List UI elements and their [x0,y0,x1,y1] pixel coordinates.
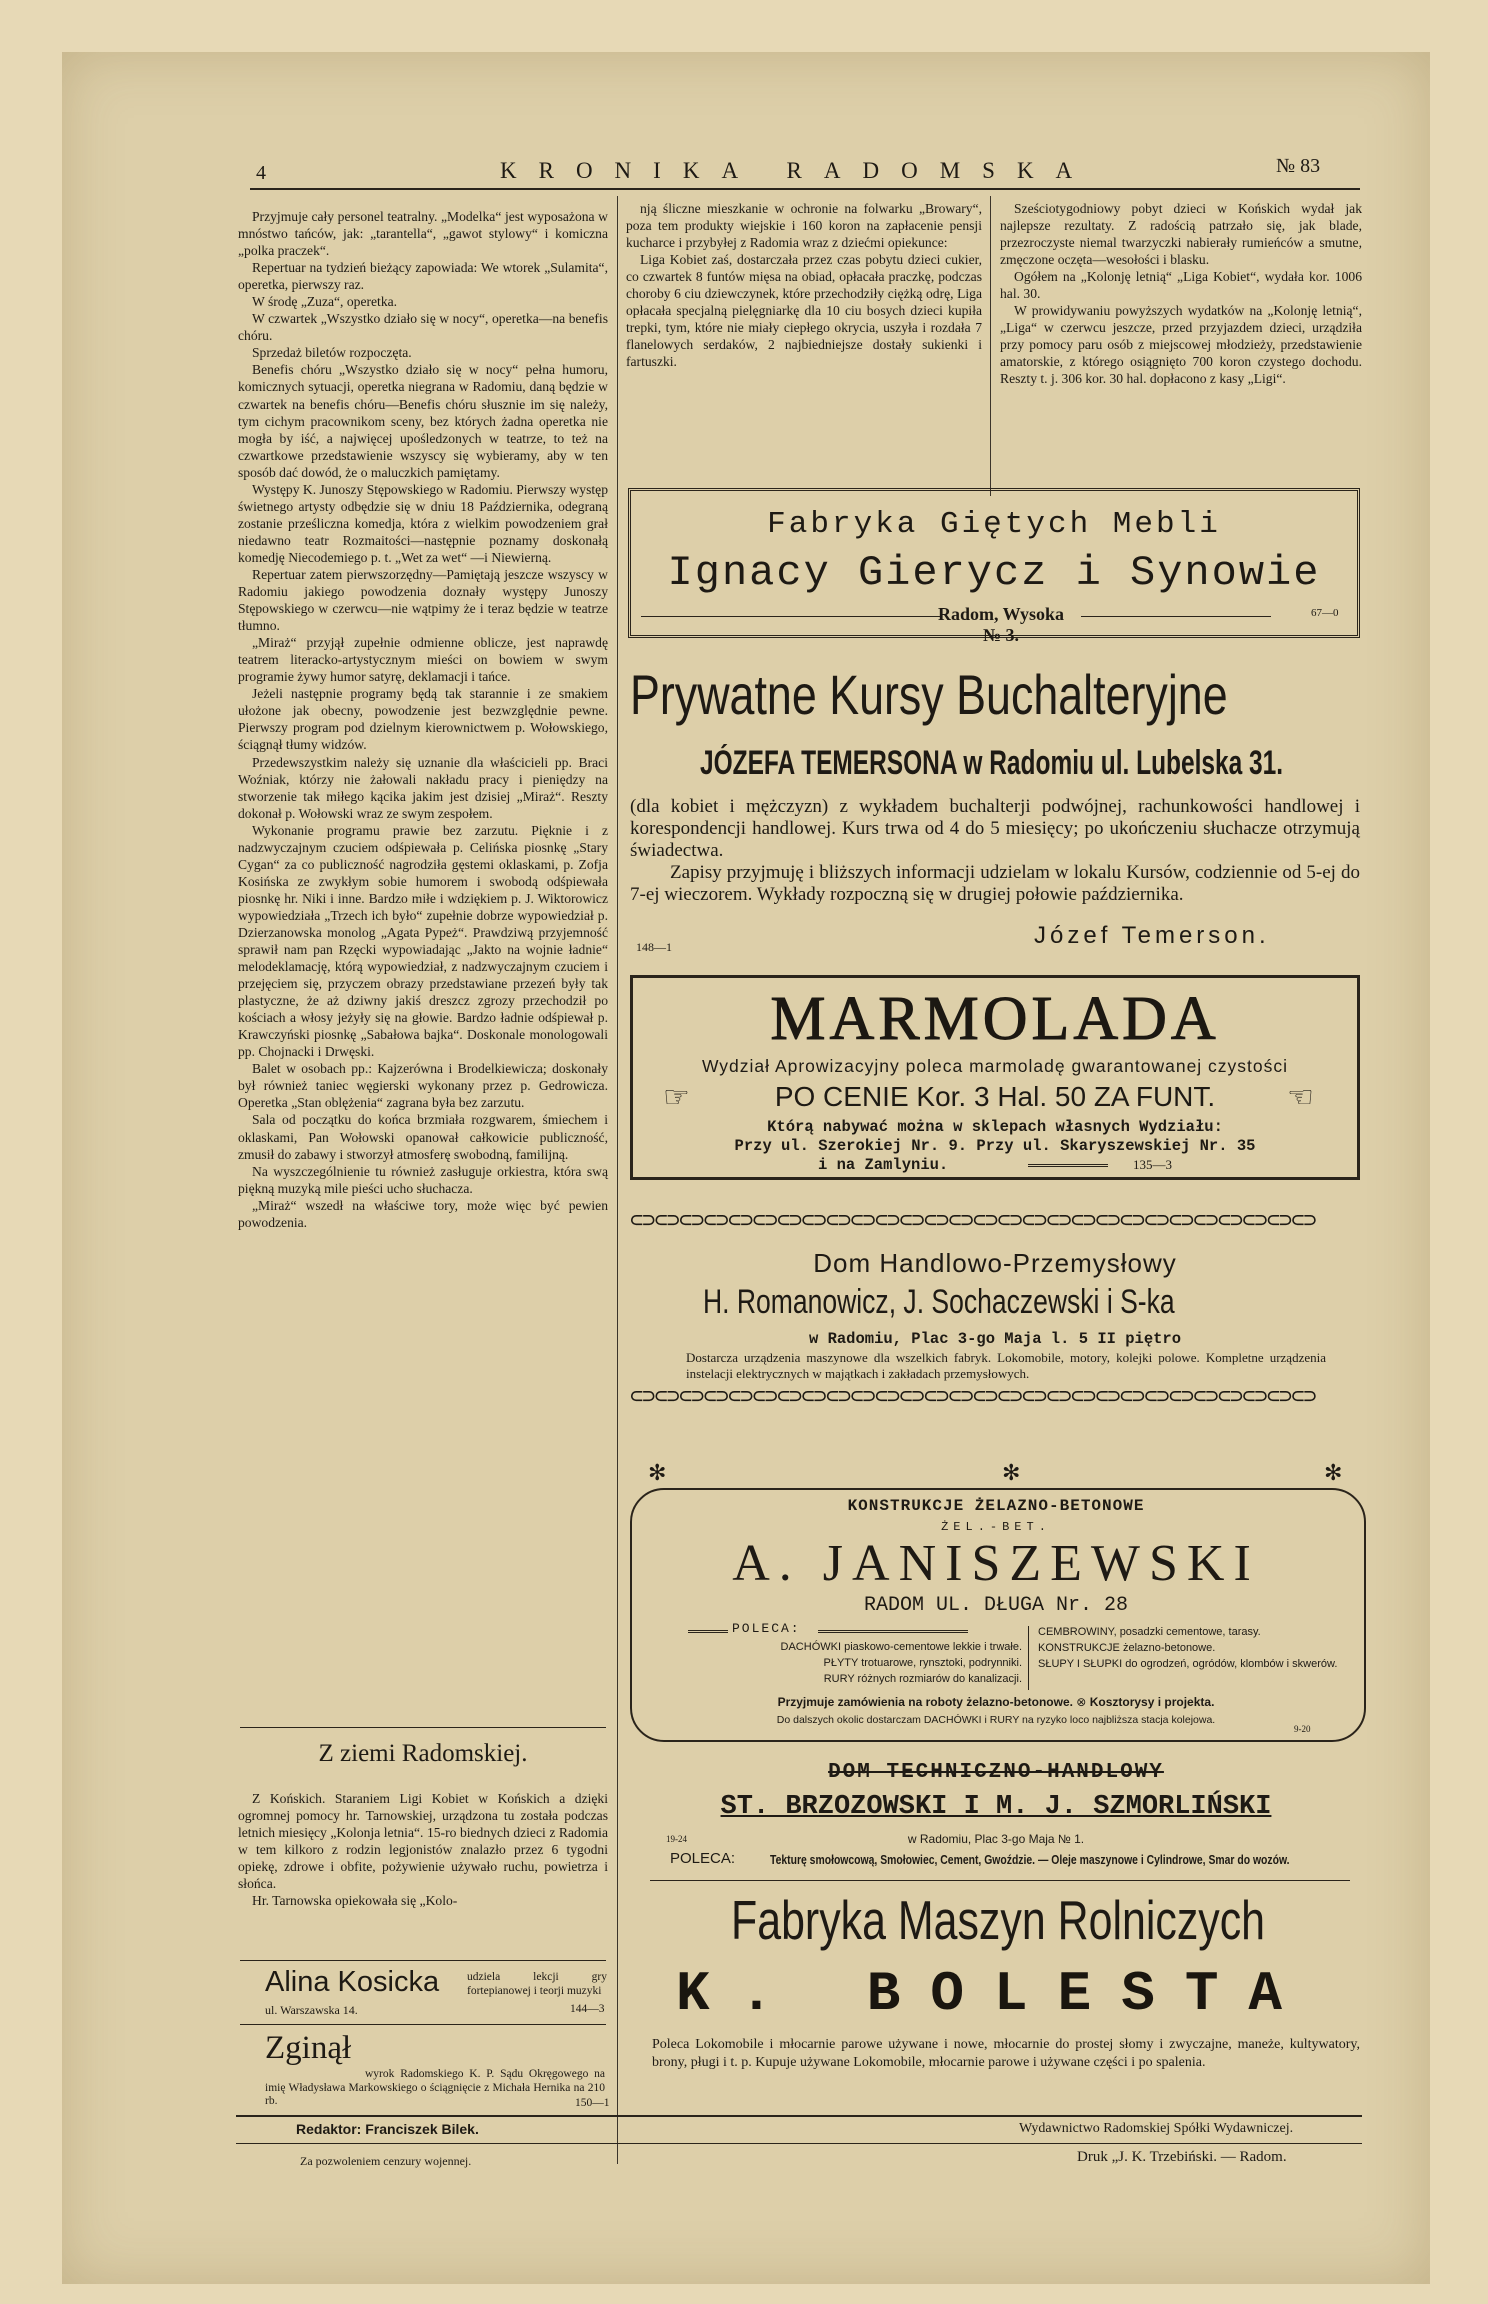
section-title: Z ziemi Radomskiej. [318,1740,528,1767]
footer-rule [236,2143,1362,2144]
ad-meble-ref: 67—0 [1311,607,1339,619]
paragraph: Jeżeli następnie programy będą tak starannie i ze smakiem ułożone jak obecny, powodzenie jest bezwzględnie pewne. Pierwszy program pod dzielnym kierownictwem p. Wołowskiego, ściągnął tłumy widzów. [238,686,608,753]
paragraph: Balet w osobach pp.: Kajzerówna i Brodelkiewicza; doskonały był również taniec węgierski wykonany przez p. Gedrowicza. Operetka „Stan oblężenia“ zagrana była bez zarzutu. [238,1061,608,1111]
ad-bolesta-name: K. BOLESTA [675,1962,1313,2026]
paragraph: Sprzedaż biletów rozpoczęta. [252,345,412,361]
masthead-title: KRONIKA RADOMSKA [500,158,1095,183]
paragraph: Z Końskich. Staraniem Ligi Kobiet w Końskich a dzięki ogromnej pomocy hr. Tarnowskiej, urządzona tu została podczas letnich miesięcy „Kolonja letnia“. 15-ro biednych dzieci z Radomia w tem kilkoro z rodzin legjonistów znalazło przez 6 tygodni opiekę, zdrowe i obfite, pożywienie używało ruchu, powietrza i słońca. [238,1791,608,1892]
column-rule-left [617,196,618,2164]
list-item: RURY różnych rozmiarów do kanalizacji. [823,1673,1022,1685]
paragraph: Sześciotygodniowy pobyt dzieci w Końskich wydał jak najlepsze rezultaty. Z radością patrzało się, jak blade, przezroczyste niemal twarzyczki nabierały rumieńców a smutne, zmęczone oczęta—wesołości i blasku. [1000,201,1362,268]
rule [650,1880,1350,1881]
ad-brzozowski-line3: w Radomiu, Plac 3-go Maja № 1. [907,1832,1085,1846]
ad-marmolada-line1: Wydział Aprowizacyjny poleca marmoladę gwarantowanej czystości [701,1056,1289,1076]
paragraph: Liga Kobiet zaś, dostarczała przez czas pobytu dzieci cukier, co czwartek 8 funtów mięsa na obiad, opłacała praczkę, podczas choroby 6 ciu dziewczynek, które przechodziły ciężką odrę, Liga opłacała specjalną pielęgniarkę dla 10 ciu bosych dzieci kupiła trepki, tym, które nie miały ciepłego okrycia, uszyła i rozdała 7 flanelowych serdaków, 2 najbiedniejsze dostały sukienki i fartuszki. [626,252,982,370]
ad-bolesta-line1: Fabryka Maszyn Rolniczych [731,1889,1266,1951]
ad-kosicka-address: ul. Warszawska 14. [265,2003,358,2017]
section-rule [240,1727,606,1728]
paragraph: Repertuar zatem pierwszorzędny—Pamiętają jeszcze wszyscy w Radomiu jakiego powodzenia doznały występy Junoszy Stępowskiego w czerwcu—nie wątpimy że i teraz będzie w teatrze tłumno. [238,566,608,634]
left-column-article [238,208,608,1231]
ad-meble-address: Radom, Wysoka № 3. [937,604,1065,645]
ad-janiszewski-line2: ŻEL.-BET. [941,1520,1051,1534]
ad-zginal-title: Zginął [265,2030,352,2066]
list-item: SŁUPY I SŁUPKI do ogrodzeń, ogródów, klombów i skwerów. [1038,1658,1338,1670]
paragraph: Hr. Tarnowska opiekowała się „Kolo- [252,1893,458,1909]
ad-kosicka-name: Alina Kosicka [265,1966,440,1998]
pointing-hand-right-icon: ☞ [663,1081,690,1114]
list-item: CEMBROWINY, posadzki cementowe, tarasy. [1038,1626,1261,1638]
ad-kursy-ref: 148—1 [636,940,672,954]
paragraph: Wykonanie programu prawie bez zarzutu. Pięknie i z nadzwyczajnym czuciem odśpiewała p. Celińska piosnkę „Stary Cygan“ za co publiczność nagrodziła gęstemi oklaskami, p. Zofja Kosińska ze zwykłym sobie humorem i swobodą odśpiewała piosnkę hr. Niki i inne. Bardzo miłe i wdziękiem p. J. Wiktorowicz wypowiedziała „Trzech ich było“ zupełnie dobrze wypowiedział p. Dzierzanowska monolog „Agata Pypeż“. Prawdziwą przyjemność sprawił nam pan Rzęcki wypowiadając „Jakto na wojnie ładnie“ melodeklamację, którą wypowiedział, z nadzwyczajnym czuciem i przejęciem się, przyczem obrazy przedstawiane przezeń były tak plastyczne, że aż dziwny jakiś dreszcz zgrozy przechodził po kościach a włosy jeżyły się na głowie. Bardzo ładnie odśpiewał p. Krawczyński piosnkę „Sabałowa bajka“. Doskonale monologowali pp. Chojnacki i Drwęski. [238,822,608,1060]
ad-janiszewski-line6 [632,1695,1360,1709]
rule [818,1630,968,1633]
ad-dom-line3: w Radomiu, Plac 3-go Maja l. 5 II piętro [808,1330,1182,1348]
ad-janiszewski-line1: KONSTRUKCJE ŻELAZNO-BETONOWE [847,1497,1145,1515]
ad-meble-rule [641,616,941,617]
ad-meble-line2: Ignacy Gierycz i Synowie [667,549,1321,597]
right-column-article [1000,200,1362,388]
ad-marmolada-rule [1028,1164,1108,1167]
ad-janiszewski-line7: Do dalszych okolic dostarczam DACHÓWKI i RURY na ryzyko loco najbliższa stacja kolejowa. [776,1714,1216,1726]
ad-janiszewski-line6-a: Przyjmuje zamówienia na roboty żelazno-betonowe. [777,1695,1073,1709]
ad-janiszewski-ref: 9-20 [1294,1724,1311,1734]
paragraph: Występy K. Junoszy Stępowskiego w Radomiu. Pierwszy występ świetnego artysty odbędzie się w dniu 18 Października, odegraną zostanie prześliczna komedja, która z wielkim powodzeniem grał niedawno teatr Rozmaitości—następnie poznamy doskonałą komedję Niecodemiego p. t. „Wet za wet“ —i Niewierną. [238,481,608,565]
paragraph: nją śliczne mieszkanie w ochronie na folwarku „Browary“, poza tem produkty wiejskie i 160 koron na zapłacenie pensji kucharce i przybyłej z Radomia wraz z dziećmi opiekunce: [626,201,982,251]
ad-kursy-signature: Józef Temerson. [1034,922,1270,949]
paragraph: Przyjmuje cały personel teatralny. „Modelka“ jest wyposażona w mnóstwo tańców, jak: „tarantella“, „gawot stylowy“ i komiczna „polka praczek“. [238,209,608,259]
ad-janiszewski-line6-b: Kosztorysy i projekta. [1089,1695,1215,1709]
ad-brzozowski-goods: Tekturę smołowcową, Smołowiec, Cement, Gwoździe. — Oleje maszynowe i Cylindrowe, Smar do wozów. [770,1852,1290,1867]
header-rule [250,188,1360,190]
page-number: 4 [256,162,266,184]
footer-publisher: Wydawnictwo Radomskiej Spółki Wydawniczej. [1019,2121,1294,2136]
paragraph: „Miraż“ przyjął zupełnie odmienne oblicze, jest naprawdę teatrem literacko-artystycznym mieści on bowiem w swym programie żywy humor satyrę, deklamacji i tańce. [238,635,608,685]
ad-kosicka-ref: 144—3 [570,2003,605,2015]
footer-censor: Za pozwoleniem cenzury wojennej. [300,2154,472,2168]
paragraph: Ogółem na „Kolonję letnią“ „Liga Kobiet“, wydała kor. 1006 hal. 30. [1000,269,1362,302]
ad-janiszewski-right-list [1038,1624,1338,1672]
footer-printer: Druk „J. K. Trzebiński. — Radom. [1077,2149,1287,2165]
chain-border-bottom: ⊂⊃⊂⊃⊂⊃⊂⊃⊂⊃⊂⊃⊂⊃⊂⊃⊂⊃⊂⊃⊂⊃⊂⊃⊂⊃⊂⊃⊂⊃⊂⊃⊂⊃⊂⊃⊂⊃⊂⊃⊂⊃⊂⊃⊂⊃⊂⊃⊂⊃⊂⊃⊂⊃⊂⊃ [630,1384,1316,1409]
ad-kursy-subtitle: JÓZEFA TEMERSONA w Radomiu ul. Lubelska 31. [700,744,1284,782]
ad-dom-line2: H. Romanowicz, J. Sochaczewski i S-ka [703,1283,1175,1321]
ad-rule [240,1960,606,1961]
ad-janiszewski-poleca: POLECA: [732,1621,801,1636]
footer-editor: Redaktor: Franciszek Bilek. [296,2121,479,2137]
ad-brzozowski-line1: DOM TECHNICZNO-HANDLOWY [828,1761,1164,1784]
paragraph: W prowidywaniu powyższych wydatków na „Kolonję letnią“, „Liga“ w czerwcu jeszcze, przed przyjazdem dzieci, urządziła przy pomocy paru osób z miejscowej młodzieży, przedstawienie amatorskie, z którego osiągnięto 700 koron czystego dochodu. Reszty t. j. 306 kor. 30 hal. dopłacono z kasy „Ligi“. [1000,303,1362,387]
ad-brzozowski-box [630,1758,1362,1908]
paragraph: Benefis chóru „Wszystko działo się w nocy“ pełna humoru, komicznych sytuacji, operetka niegrana w Radomiu, daną będzie w czwartek na benefis chóru—Benefis chóru słusznie im się należy, tym cichym pracownikom sceny, bez których żadna operetka nie mogła by iść, a najwięcej upośledzonych w teatrze, to też na czwartkowe przedstawienie wszyscy się wybieramy, aby w ten sposób dać dowód, że o maluczkich pamiętamy. [238,362,608,480]
ad-kursy-body2: Zapisy przyjmuję i bliższych informacji udzielam w lokalu Kursów, codziennie od 5-ej do 7-ej wieczorem. Wykłady rozpoczną się w drugiej połowie października. [630,862,1360,905]
paragraph: W czwartek „Wszystko działo się w nocy“, operetka—na benefis chóru. [238,311,608,344]
ad-kursy-body-text: (dla kobiet i mężczyzn) z wykładem buchalterji podwójnej, rachunkowości handlowej i korespondencji handlowej. Kurs trwa od 4 do 5 miesięcy; po ukończeniu słuchacze otrzymują świadectwa. [630,796,1360,861]
ad-janiszewski-box [630,1488,1366,1742]
circle-icon: ⊗ [1076,1695,1087,1709]
ad-meble-rule [1081,616,1271,617]
ad-marmolada-ref: 135—3 [1133,1157,1172,1172]
ad-dom-line4: Dostarcza urządzenia maszynowe dla wszelkich fabryk. Lokomobile, motory, kolejki polowe. Kompletne urządzenia instelacji elektrycznych w majątkach i zakładach przemysłowych. [686,1350,1326,1381]
ad-kursy-body [630,796,1360,906]
ad-kursy-title: Prywatne Kursy Buchalteryjne [630,663,1228,726]
ad-meble-line1: Fabryka Giętych Mebli [767,507,1221,542]
ad-marmolada-box [630,975,1360,1180]
ad-rule [240,2024,606,2025]
ad-brzozowski-poleca: POLECA: [670,1850,736,1867]
ad-marmolada-line4: Przy ul. Szerokiej Nr. 9. Przy ul. Skaryszewskiej Nr. 35 [734,1137,1256,1155]
star-ornament-icon: ✻ [1324,1460,1343,1485]
ad-marmolada-title: MARMOLADA [770,985,1220,1053]
pointing-hand-left-icon: ☜ [1287,1081,1314,1114]
paragraph: Na wyszczególnienie tu również zasługuje orkiestra, która swą piękną muzyką mile pieści ucho słuchacza. [238,1163,608,1196]
ad-zginal-ref: 150—1 [575,2097,610,2109]
ad-dom-handlowy-box [630,1208,1360,1409]
rule [1028,1626,1029,1690]
star-ornament-icon: ✻ [648,1460,667,1485]
ad-bolesta-body: Poleca Lokomobile i młocarnie parowe używane i nowe, młocarnie do prostej słomy i zwyczajne, maneże, kultywatory, brony, pługi i t. p. Kupuje używane Lokomobile, młocarnie parowe i używane części i po spalenia. [652,2037,1360,2070]
ad-marmolada-line3: Którą nabywać można w sklepach własnych Wydziału: [767,1118,1223,1136]
ad-bolesta-name-box [640,1962,1348,2030]
issue-number: № 83 [1276,155,1321,177]
ad-janiszewski-name: A. JANISZEWSKI [732,1535,1260,1592]
ad-brzozowski-ref: 19-24 [666,1834,687,1844]
paragraph: W środę „Zuza“, operetka. [252,294,398,310]
ad-zginal-text: wyrok Radomskiego K. P. Sądu Okręgowego na imię Władysława Markowskiego o ściągnięcie z Michała Hernika na 210 rb. [265,2068,605,2107]
paragraph: Przedewszystkim należy się uznanie dla właścicieli pp. Braci Woźniak, którzy nie żałowali nakładu pracy i pieniędzy na stworzenie tak miłego kącika jakim jest dzisiej „Miraż“. Reszty dokonał p. Wołowski wraz ze swym zespołem. [238,754,608,821]
middle-column-article [626,200,982,370]
paragraph: Repertuar na tydzień bieżący zapowiada: We wtorek „Sulamita“, operetka, pierwszy raz. [238,260,608,293]
paragraph: „Miraż“ wszedł na właściwe tory, może więc być pewien powodzenia. [238,1197,608,1230]
star-ornament-icon: ✻ [1002,1460,1021,1485]
list-item: KONSTRUKCJE żelazno-betonowe. [1038,1642,1216,1654]
ad-meble-box [628,488,1360,645]
ad-kosicka-text: udziela lekcji gry fortepianowej i teorji muzyki [467,1971,607,1997]
ad-marmolada-price: PO CENIE Kor. 3 Hal. 50 ZA FUNT. [774,1081,1216,1112]
ad-brzozowski-line2: ST. BRZOZOWSKI I M. J. SZMORLIŃSKI [720,1792,1272,1822]
section-article [238,1790,608,1909]
paragraph: Sala od początku do końca brzmiała rozgwarem, śmiechem i oklaskami, Pan Wołowski opanował całkowicie publiczność, zmusił do zabawy i stworzył atmosferę swobodną, familijną. [238,1112,608,1162]
footer-rule [236,2115,1362,2117]
list-item: PŁYTY trotuarowe, rynsztoki, podrynniki. [823,1657,1022,1669]
list-item: DACHÓWKI piaskowo-cementowe lekkie i trwałe. [780,1641,1022,1653]
ad-janiszewski-left-list [652,1639,1022,1687]
ad-dom-line1: Dom Handlowo-Przemysłowy [813,1248,1177,1278]
ad-marmolada-line5: i na Zamlyniu. [818,1156,949,1174]
ad-janiszewski-address: RADOM UL. DŁUGA Nr. 28 [863,1594,1129,1617]
chain-border-top: ⊂⊃⊂⊃⊂⊃⊂⊃⊂⊃⊂⊃⊂⊃⊂⊃⊂⊃⊂⊃⊂⊃⊂⊃⊂⊃⊂⊃⊂⊃⊂⊃⊂⊃⊂⊃⊂⊃⊂⊃⊂⊃⊂⊃⊂⊃⊂⊃⊂⊃⊂⊃⊂⊃⊂⊃ [630,1208,1316,1233]
column-rule-mid [990,196,991,496]
rule [688,1630,728,1633]
